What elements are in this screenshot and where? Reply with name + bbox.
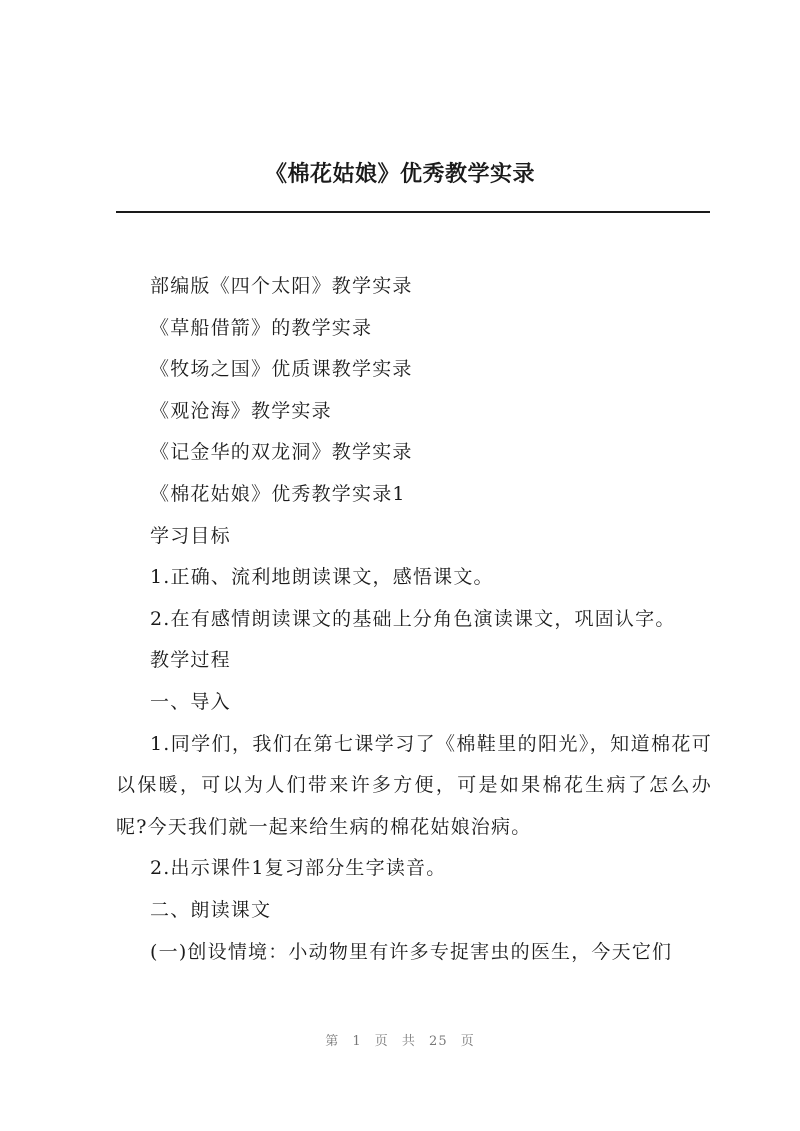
toc-item: 《观沧海》教学实录: [150, 399, 332, 422]
page-title: 《棉花姑娘》优秀教学实录: [264, 162, 535, 187]
process-heading: 教学过程: [150, 649, 231, 672]
objective-item: 1.正确、流利地朗读课文，感悟课文。: [150, 566, 494, 589]
toc-item: 《棉花姑娘》优秀教学实录1: [150, 482, 406, 505]
page-number: 第 1 页 共 25 页: [325, 1034, 475, 1049]
paragraph: 1.同学们，我们在第七课学习了《棉鞋里的阳光》，知道棉花可以保暖，可以为人们带来许多方便，可是如果棉花生病了怎么办呢?今天我们就一起来给生病的棉花姑娘治病。: [116, 732, 712, 838]
section-heading: 二、朗读课文: [150, 898, 272, 921]
toc-item: 《记金华的双龙洞》教学实录: [150, 441, 413, 464]
toc-item: 部编版《四个太阳》教学实录: [150, 275, 413, 297]
objectives-heading: 学习目标: [150, 524, 231, 547]
document-body: [116, 266, 712, 973]
toc-item: 《牧场之国》优质课教学实录: [150, 358, 413, 381]
title-divider: [116, 211, 710, 213]
objective-item: 2.在有感情朗读课文的基础上分角色演读课文，巩固认字。: [150, 607, 676, 630]
paragraph: (一)创设情境：小动物里有许多专捉害虫的医生，今天它们: [150, 940, 673, 963]
section-heading: 一、导入: [150, 690, 231, 713]
toc-item: 《草船借箭》的教学实录: [150, 316, 373, 339]
paragraph: 2.出示课件1复习部分生字读音。: [150, 857, 447, 880]
